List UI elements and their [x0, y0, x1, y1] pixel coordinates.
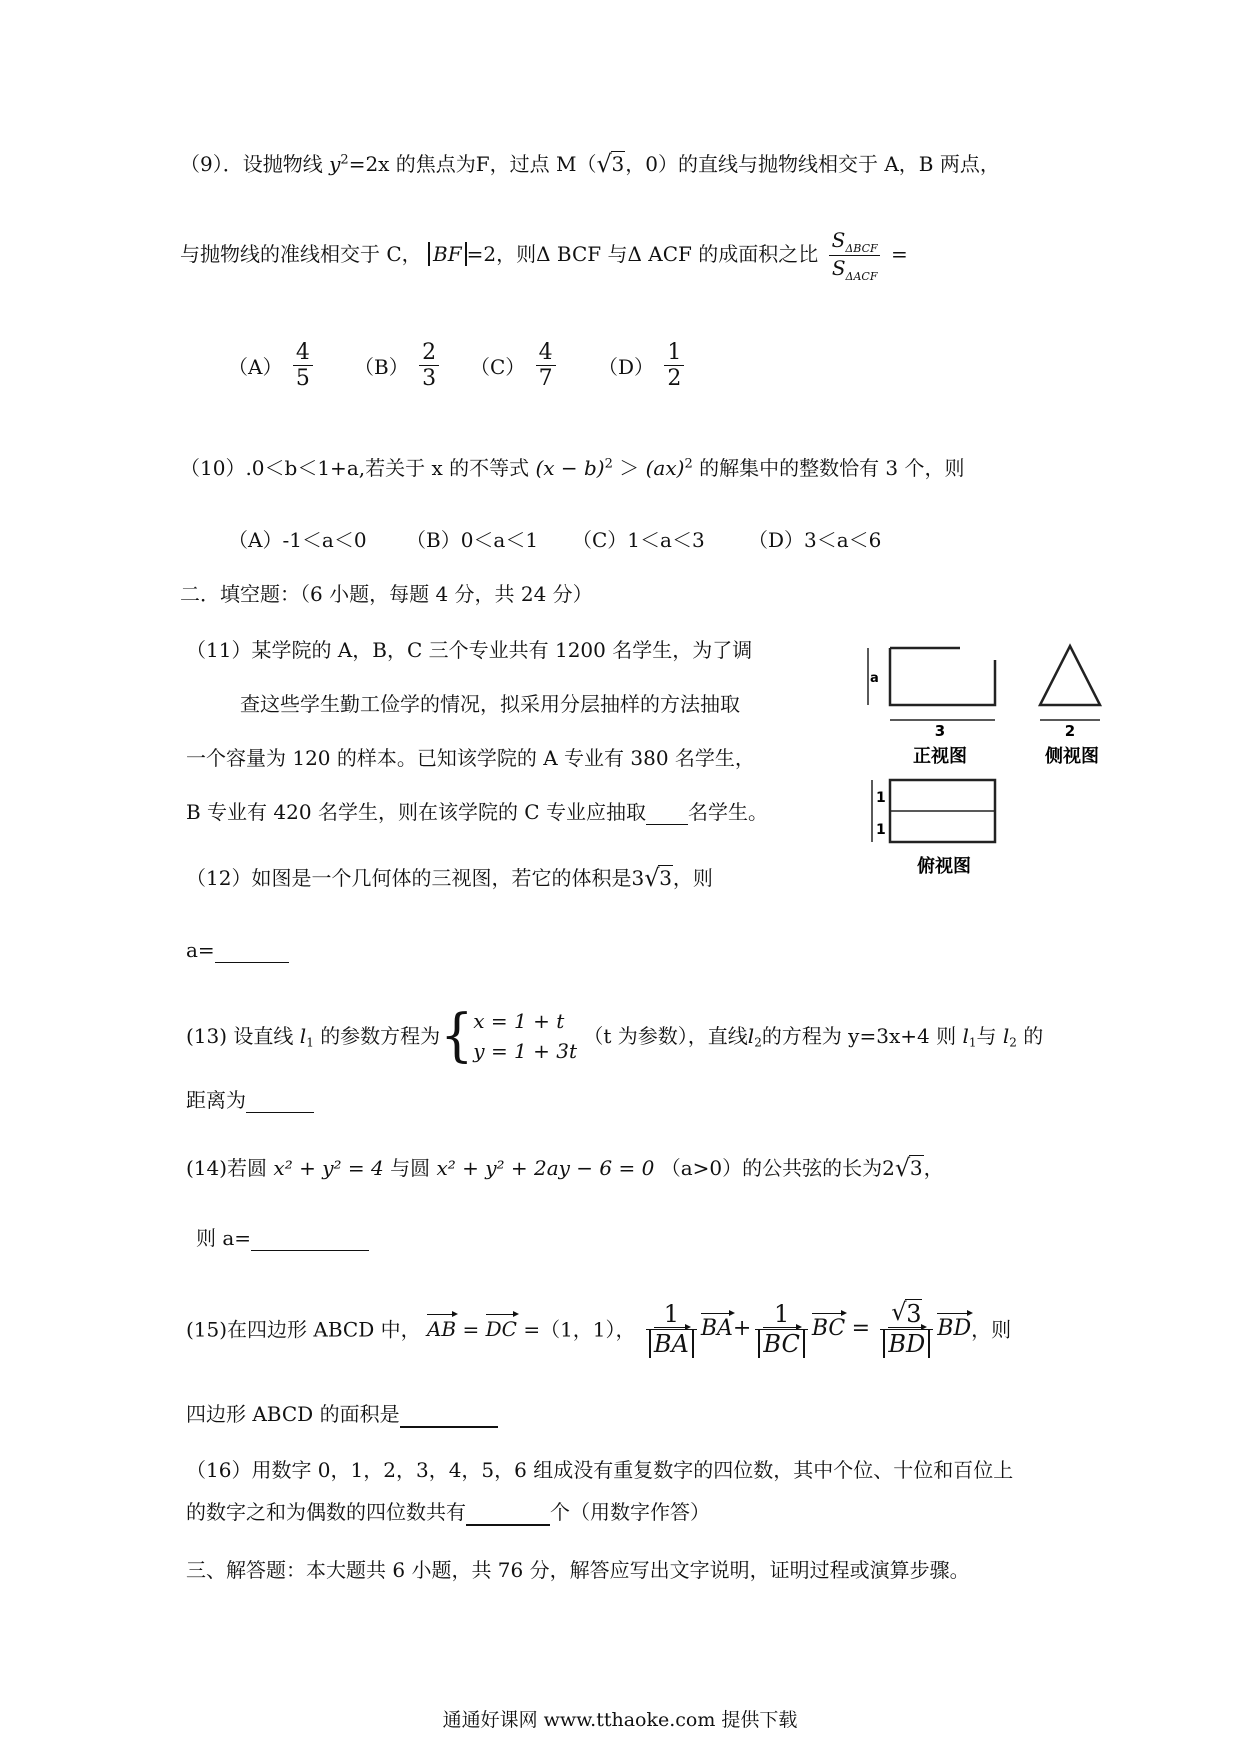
q13-system-brace: { [440, 1003, 474, 1069]
q14-sqrt3: √ 3 [895, 1156, 924, 1180]
q15-vec-bd: BD [937, 1316, 972, 1342]
q15-vec-ba: BA [700, 1316, 733, 1342]
q9-option-c: （C） $\frac{4}{7}$ [470, 340, 560, 391]
q12-answer-blank [215, 938, 289, 963]
q9-option-d: （D） $\frac{1}{2}$ [598, 340, 688, 391]
top-view [872, 780, 995, 842]
q9-line2: 与抛物线的准线相交于 C， BF =2，则Δ BCF 与Δ ACF 的成面积之比 $\frac{S_{\Delta BCF}}{S_{\Delta ACF}}$ = [180, 228, 908, 284]
three-view-figure [860, 640, 1130, 890]
q14-answer-blank [251, 1226, 369, 1251]
q15-answer-blank [400, 1402, 498, 1428]
section3-heading: 三、解答题：本大题共 6 小题，共 76 分，解答应写出文字说明，证明过程或演算步骤。 [186, 1558, 970, 1582]
q11-line3: 一个容量为 120 的样本。已知该学院的 A 专业有 380 名学生， [186, 746, 755, 770]
q9-y: y [329, 152, 341, 176]
q13-answer-blank [246, 1088, 314, 1113]
q16-line1: （16）用数字 0，1，2，3，4，5，6 组成没有重复数字的四位数，其中个位、十位和百位上 [186, 1458, 1014, 1482]
side-dim-2: 2 [1064, 722, 1076, 740]
q12-line1: （12）如图是一个几何体的三视图，若它的体积是3√ 3，则 [186, 866, 713, 890]
q13-line2: 距离为 [186, 1088, 314, 1113]
q15-vec-ab: AB [426, 1317, 457, 1342]
q15-frac-ba: $\frac{1}{BA}$ [646, 1300, 697, 1359]
q13-line1: (13) 设直线 $l_1$ 的参数方程为{ x = 1 + t y = 1 + 3t （t 为参数），直线$l_2$的方程为 y=3x+4 则 $l_1$与 $l_2$ 的 [186, 1003, 1044, 1069]
q15-vec-bc: BC [811, 1316, 846, 1342]
q9-option-a: （A） $\frac{4}{5}$ [228, 340, 317, 391]
q14-line1: (14)若圆 x² + y² = 4 与圆 x² + y² + 2ay − 6 = 0 （a>0）的公共弦的长为2√ 3， [186, 1156, 944, 1180]
q11-line1: （11）某学院的 A，B，C 三个专业共有 1200 名学生，为了调 [186, 638, 753, 662]
page-footer: 通通好课网 www.tthaoke.com 提供下载 [442, 1709, 798, 1731]
q11-line4: B 专业有 420 名学生，则在该学院的 C 专业应抽取 名学生。 [186, 800, 768, 824]
q12-line2: a= [186, 938, 289, 963]
q9-option-b: （B） $\frac{2}{3}$ [354, 340, 443, 391]
top-dim-1a: 1 [876, 790, 886, 806]
q9-line1: （9）．设抛物线 $y^2=2x$ 的焦点为F，过点 M（√ 3，0）的直线与抛物线相交于 A，B 两点， [180, 152, 1000, 176]
q15-line1: (15)在四边形 ABCD 中， AB = DC =（1，1）， $\frac{1}{BA}$ BA+ $\frac{1}{BC}$ BC = √ $\frac{3}{BD}$ BD，则 [186, 1300, 1011, 1359]
q13-equation-system: x = 1 + t y = 1 + 3t [473, 1009, 578, 1063]
q15-frac-bd: √ $\frac{3}{BD}$ [880, 1300, 933, 1359]
q16-answer-blank [466, 1500, 550, 1526]
front-view-label: 正视图 [913, 746, 967, 767]
top-view-label: 俯视图 [917, 856, 971, 877]
q10-option-d: （D）3＜a＜6 [748, 528, 882, 552]
q9-bf-abs: BF [428, 242, 467, 266]
q11-answer-blank [646, 800, 688, 825]
q16-line2: 的数字之和为偶数的四位数共有 个（用数字作答） [186, 1500, 710, 1524]
top-dim-1b: 1 [876, 822, 886, 838]
q11-line2: 查这些学生勤工俭学的情况，拟采用分层抽样的方法抽取 [240, 692, 740, 716]
q14-line2: 则 a= [196, 1226, 369, 1251]
q10-option-b: （B）0＜a＜1 [406, 528, 539, 552]
q9-area-ratio: $\frac{S_{\Delta BCF}}{S_{\Delta ACF}}$ [829, 228, 881, 283]
q12-sqrt3: √ 3 [644, 866, 673, 890]
q15-vec-dc: DC [485, 1317, 517, 1342]
q15-frac-bc: $\frac{1}{BC}$ [755, 1300, 807, 1359]
q10-option-c: （C）1＜a＜3 [572, 528, 705, 552]
q15-line2: 四边形 ABCD 的面积是 [186, 1402, 498, 1428]
side-view-label: 侧视图 [1045, 746, 1099, 767]
side-view [1040, 646, 1100, 720]
section2-heading: 二．填空题：（6 小题，每题 4 分，共 24 分） [180, 582, 593, 606]
front-dim-3: 3 [934, 722, 946, 740]
q10-line1: （10）.0＜b＜1+a,若关于 x 的不等式 $(x - b)^2 > (ax)^2$ 的解集中的整数恰有 3 个，则 [180, 456, 965, 480]
front-dim-a: a [870, 671, 879, 686]
q10-options [228, 528, 881, 552]
front-view [868, 648, 995, 720]
q9-sqrt3: √ 3 [597, 152, 626, 176]
q10-option-a: （A）-1＜a＜0 [228, 528, 367, 552]
